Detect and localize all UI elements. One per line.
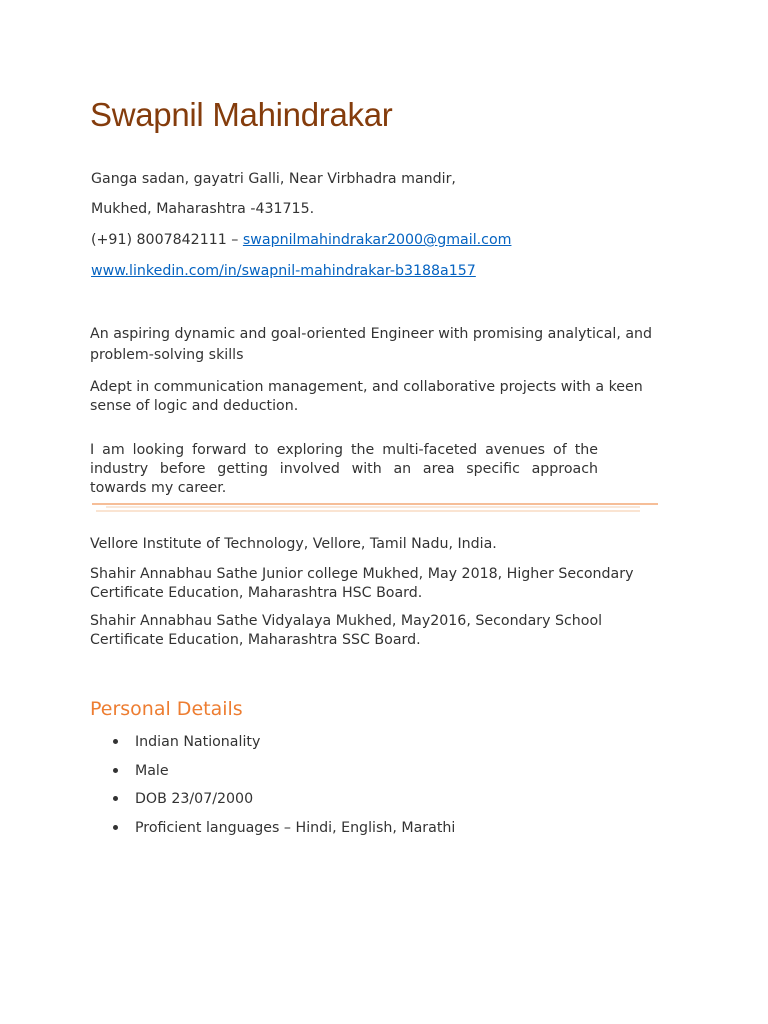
email-link[interactable]: swapnilmahindrakar2000@gmail.com [242, 232, 512, 248]
summary-paragraph-2: Adept in communication management, and collaborative projects with a keen sense of logic and deduction. [90, 379, 643, 414]
address-line-2: Mukhed, Maharashtra -431715. [91, 201, 315, 217]
phone-number: (+91) 8007842111 – [91, 232, 243, 248]
education-item-2: Shahir Annabhau Sathe Junior college Mukhed, May 2018, Higher Secondary Certificate Education, Maharashtra HSC Board. [90, 566, 634, 601]
linkedin-line [91, 263, 476, 279]
list-item [90, 788, 455, 817]
address-line-1: Ganga sadan, gayatri Galli, Near Virbhadra mandir, [91, 171, 456, 187]
personal-details-list [90, 731, 455, 845]
linkedin-link[interactable]: www.linkedin.com/in/swapnil-mahindrakar-b3188a157 [91, 263, 476, 279]
list-item-text: DOB 23/07/2000 [135, 791, 254, 807]
candidate-name: Swapnil Mahindrakar [90, 96, 393, 133]
education-item-3: Shahir Annabhau Sathe Vidyalaya Mukhed, May2016, Secondary School Certificate Education, Maharashtra SSC Board. [90, 613, 603, 648]
summary-paragraph-3: I am looking forward to exploring the multi-faceted avenues of the industry before getting involved with an area specific approach towards my career. [90, 442, 598, 496]
education-item-1: Vellore Institute of Technology, Vellore, Tamil Nadu, India. [90, 536, 497, 552]
bullet-icon [113, 796, 118, 801]
section-divider [92, 500, 658, 514]
list-item-text: Proficient languages – Hindi, English, Marathi [135, 819, 456, 836]
bullet-icon [113, 825, 118, 830]
list-item [90, 760, 455, 789]
summary-paragraph-1: An aspiring dynamic and goal-oriented Engineer with promising analytical, and problem-solving skills [90, 326, 653, 363]
bullet-icon [113, 739, 118, 744]
list-item-text: Indian Nationality [135, 734, 261, 750]
bullet-icon [113, 768, 118, 773]
list-item-text: Male [135, 762, 169, 779]
list-item [90, 731, 455, 760]
list-item [90, 817, 455, 846]
personal-details-heading: Personal Details [90, 698, 243, 720]
contact-line [91, 232, 511, 248]
